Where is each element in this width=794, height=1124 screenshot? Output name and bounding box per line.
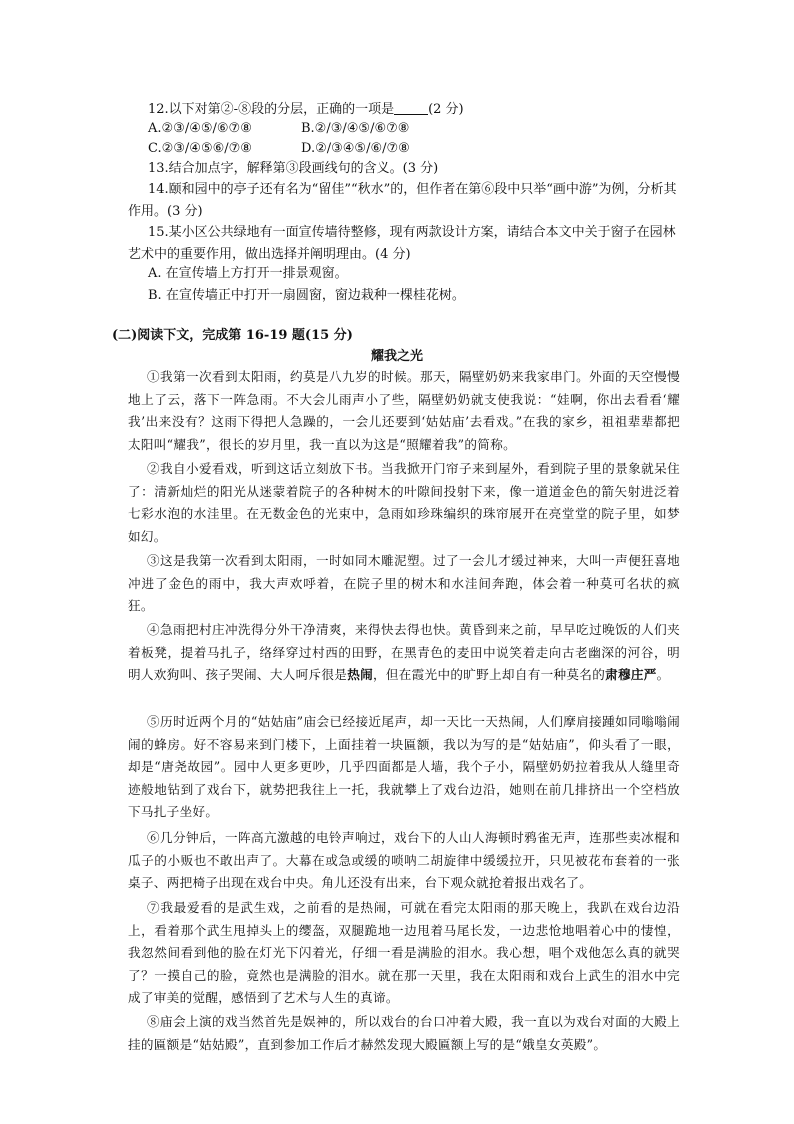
paragraph-4-part-2: ，但在霞光中的旷野上却自有一种莫名的 xyxy=(373,667,606,683)
paragraph-5: ⑤历时近两个月的“姑姑庙”庙会已经接近尾声，却一天比一天热闹，人们摩肩接踵如同嗡嗡闹闹的蜂房。好不容易来到门楼下，上面挂着一块匾额，我以为写的是“姑姑庙”，仰头看了一眼，却是“唐尧故园”。园中人更多更吵，几乎四面都是人墙，我个子小，隔壁奶奶拉着我从人缝里奇迹般地钻到了戏台下，就势把我往上一托，我就攀上了戏台边沿，她则在前几排挤出一个空档放下马扎子坐好。 xyxy=(128,714,680,820)
option-a: A.②③/④⑤/⑥⑦⑧ xyxy=(148,121,252,136)
paragraph-4-end: 。 xyxy=(656,667,670,683)
question-12 xyxy=(148,100,688,119)
paragraph-2: ②我自小爱看戏，听到这话立刻放下书。当我掀开门帘子来到屋外，看到院子里的景象就呆住了：清新灿烂的阳光从迷蒙着院子的各种树木的叶隙间投射下来，像一道道金色的箭矢射进泛着七彩水泡的水洼里。在无数金色的光束中，急雨如珍珠编织的珠帘展开在亮堂堂的院子里，如梦如幻。 xyxy=(128,461,680,544)
question-12-score: (2 分) xyxy=(428,102,464,117)
paragraph-6: ⑥几分钟后，一阵高亢激越的电铃声响过，戏台下的人山人海顿时鸦雀无声，连那些卖冰棍和瓜子的小贩也不敢出声了。大幕在或急或缓的唢呐二胡旋律中缓缓拉开，只见被花布套着的一张桌子、两把椅子出现在戏台中央。角儿还没有出来，台下观众就抢着报出戏名了。 xyxy=(128,830,680,891)
paragraph-1: ①我第一次看到太阳雨，约莫是八九岁的时候。那天，隔壁奶奶来我家串门。外面的天空慢慢地上了云，落下一阵急雨。不大会儿雨声小了些，隔壁奶奶就支使我说：“娃啊，你出去看看‘耀我’出来没有？这雨下得把人急躁的，一会儿还要到‘姑姑庙’去看戏。”在我的家乡，祖祖辈辈都把太阳叫“耀我”，很长的岁月里，我一直以为这是“照耀着我”的简称。 xyxy=(128,369,680,452)
paragraph-3: ③这是我第一次看到太阳雨，一时如同木雕泥塑。过了一会儿才缓过神来，大叫一声便狂喜地冲进了金色的雨中，我大声欢呼着，在院子里的树木和水洼间奔跑，体会着一种莫可名状的疯狂。 xyxy=(128,553,680,614)
option-c: C.②③/④⑤⑥/⑦⑧ xyxy=(148,141,252,156)
article-title: 耀我之光 xyxy=(370,349,423,364)
paragraph-7: ⑦我最爱看的是武生戏，之前看的是热闹，可就在看完太阳雨的那天晚上，我趴在戏台边沿上，看着那个武生甩掉头上的缨盔，双腿跪地一边甩着马尾长发，一边悲怆地唱着心中的悽惶，我忽然间看到他的脸在灯光下闪着光，仔细一看是满脸的泪水。我心想，唱个戏他怎么真的就哭了？一摸自己的脸，竟然也是满脸的泪水。就在那一天里，我在太阳雨和戏台上武生的泪水中完成了审美的觉醒，感悟到了艺术与人生的真谛。 xyxy=(128,900,680,1006)
question-13: 13.结合加点字，解释第③段画线句的含义。(3 分) xyxy=(148,161,439,176)
section-heading: (二)阅读下文，完成第 16-19 题(15 分) xyxy=(112,328,353,343)
option-b: B.②/③/④⑤/⑥⑦⑧ xyxy=(301,121,410,136)
paragraph-8: ⑧庙会上演的戏当然首先是娱神的，所以戏台的台口冲着大殿，我一直以为戏台对面的大殿上挂的匾额是“姑姑殿”，直到参加工作后才赫然发现大殿匾额上写的是“娥皇女英殿”。 xyxy=(128,1014,680,1052)
answer-blank xyxy=(394,100,428,115)
emphasis-sumu: 肃穆庄严 xyxy=(605,667,657,683)
q15-choice-b: B. 在宣传墙正中打开一扇圆窗，窗边栽种一棵桂花树。 xyxy=(148,288,465,303)
paragraph-4 xyxy=(128,619,680,687)
question-15: 15.某小区公共绿地有一面宣传墙待整修，现有两款设计方案，请结合本文中关于窗子在园林艺术中的重要作用，做出选择并阐明理由。(4 分) xyxy=(128,225,676,262)
emphasis-renao: 热闹 xyxy=(347,667,373,683)
question-14: 14.颐和园中的亭子还有名为“留佳”“秋水”的，但作者在第⑥段中只举“画中游”为例，分析其作用。(3 分) xyxy=(128,182,677,219)
option-d: D.②/③④⑤/⑥/⑦⑧ xyxy=(301,141,410,156)
paragraph-4-part-1: ④急雨把村庄冲洗得分外干净清爽，来得快去得也快。黄昏到来之前，早早吃过晚饭的人们夹着板凳，提着马扎子，络绎穿过村西的田野，在黑青色的麦田中说笑着走向古老幽深的河谷，明明人欢狗叫、孩子哭闹、大人呵斥很是 xyxy=(128,622,680,683)
question-12-text: 12.以下对第②-⑧段的分层，正确的一项是 xyxy=(148,102,395,117)
q15-choice-a: A. 在宣传墙上方打开一排景观窗。 xyxy=(148,266,348,281)
